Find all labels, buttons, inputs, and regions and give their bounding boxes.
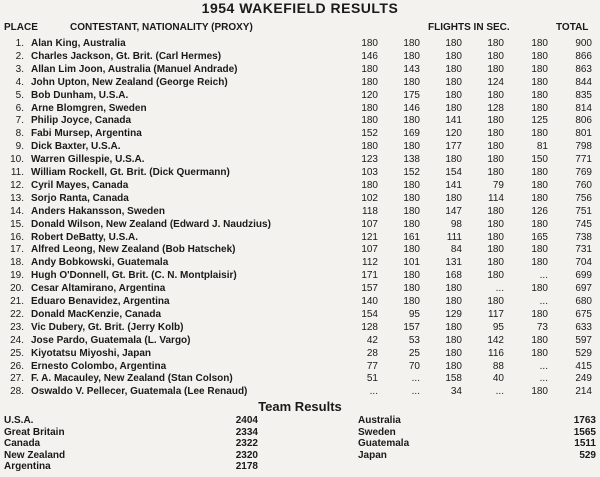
- result-total: 704: [575, 257, 592, 269]
- result-row: [0, 192, 600, 205]
- result-place: 18.: [10, 257, 24, 269]
- result-contestant: Oswaldo V. Pellecer, Guatemala (Lee Renaud): [31, 386, 248, 398]
- result-row: [0, 179, 600, 192]
- result-place: 12.: [10, 179, 24, 191]
- result-flight-5: 180: [531, 192, 548, 204]
- result-flight-1: 180: [361, 115, 378, 127]
- result-contestant: Anders Hakansson, Sweden: [31, 205, 165, 217]
- result-flight-1: 28: [366, 347, 378, 359]
- result-total: 760: [575, 179, 592, 191]
- result-total: 769: [575, 167, 592, 178]
- result-total: 863: [575, 63, 592, 75]
- header-flights: FLIGHTS IN SEC.: [428, 22, 510, 33]
- result-flight-4: 180: [487, 296, 504, 307]
- team-name: Sweden: [358, 426, 396, 438]
- result-flight-4: 116: [488, 347, 504, 359]
- result-contestant: Cyril Mayes, Canada: [31, 179, 129, 191]
- result-contestant: William Rockell, Gt. Brit. (Dick Quermann): [31, 167, 230, 178]
- result-contestant: Donald MacKenzie, Canada: [31, 308, 162, 320]
- result-flight-1: 152: [361, 128, 378, 140]
- result-contestant: Dick Baxter, U.S.A.: [31, 141, 121, 153]
- result-flight-3: 180: [445, 50, 462, 62]
- result-flight-2: 101: [403, 257, 420, 269]
- result-flight-2: 169: [403, 128, 420, 140]
- result-place: 6.: [15, 102, 24, 114]
- result-row: [0, 153, 600, 166]
- result-flight-2: ...: [411, 386, 420, 398]
- result-flight-5: ...: [539, 360, 548, 372]
- result-total: 835: [575, 89, 592, 101]
- result-place: 28.: [10, 386, 24, 398]
- result-flight-1: 112: [362, 257, 378, 269]
- result-place: 7.: [15, 115, 24, 127]
- team-results-title: Team Results: [258, 399, 342, 414]
- result-contestant: Vic Dubery, Gt. Brit. (Jerry Kolb): [31, 321, 184, 333]
- result-row: [0, 76, 600, 89]
- result-flight-4: ...: [495, 283, 504, 295]
- result-contestant: F. A. Macauley, New Zealand (Stan Colson): [31, 373, 233, 385]
- result-flight-1: 180: [361, 141, 378, 153]
- result-flight-2: 180: [403, 244, 420, 256]
- result-place: 5.: [15, 89, 24, 101]
- result-flight-5: ...: [539, 296, 548, 307]
- result-flight-3: 180: [445, 63, 462, 75]
- result-flight-5: 180: [531, 76, 548, 88]
- result-flight-2: ...: [411, 373, 420, 385]
- result-place: 20.: [10, 283, 24, 295]
- result-flight-4: 95: [492, 321, 504, 333]
- team-row: [0, 450, 600, 462]
- result-place: 14.: [10, 205, 24, 217]
- result-flight-1: 107: [361, 218, 378, 230]
- result-flight-1: 42: [366, 334, 378, 346]
- result-flight-2: 180: [403, 76, 420, 88]
- result-flight-5: 180: [531, 167, 548, 178]
- result-row: [0, 321, 600, 334]
- result-total: 597: [575, 334, 592, 346]
- team-row: [0, 461, 300, 473]
- result-flight-1: 118: [362, 205, 378, 217]
- result-total: 771: [575, 154, 592, 166]
- result-total: 751: [575, 205, 592, 217]
- result-flight-4: 180: [487, 154, 504, 166]
- result-contestant: Arne Blomgren, Sweden: [31, 102, 147, 114]
- result-flight-4: 180: [487, 50, 504, 62]
- result-flight-5: 150: [531, 154, 548, 166]
- result-total: 798: [575, 141, 592, 153]
- result-flight-4: 180: [487, 218, 504, 230]
- result-total: 745: [575, 218, 592, 230]
- team-score: 1565: [573, 426, 596, 438]
- result-row: [0, 63, 600, 76]
- result-flight-3: 180: [445, 102, 462, 114]
- result-row: [0, 295, 600, 308]
- result-flight-4: 180: [487, 128, 504, 140]
- result-flight-5: 180: [531, 218, 548, 230]
- result-flight-3: 180: [445, 321, 462, 333]
- result-contestant: Sorjo Ranta, Canada: [31, 192, 129, 204]
- result-flight-5: 180: [531, 244, 548, 256]
- result-total: 415: [575, 360, 592, 372]
- result-flight-4: 88: [492, 360, 504, 372]
- result-flight-2: 25: [408, 347, 420, 359]
- result-flight-5: ...: [539, 270, 548, 282]
- result-contestant: Charles Jackson, Gt. Brit. (Carl Hermes): [31, 50, 222, 62]
- result-total: 680: [575, 296, 592, 307]
- result-total: 814: [575, 102, 592, 114]
- result-flight-3: 131: [445, 257, 462, 269]
- result-flight-1: 103: [361, 167, 378, 178]
- result-contestant: John Upton, New Zealand (George Reich): [31, 76, 228, 88]
- result-total: 806: [575, 115, 592, 127]
- result-flight-5: 180: [531, 179, 548, 191]
- result-total: 633: [575, 321, 592, 333]
- result-place: 22.: [10, 308, 24, 320]
- result-flight-5: 180: [531, 63, 548, 75]
- result-flight-3: 120: [445, 128, 462, 140]
- result-place: 1.: [15, 38, 24, 49]
- team-name: Japan: [358, 449, 387, 461]
- result-contestant: Fabi Mursep, Argentina: [31, 128, 142, 140]
- result-total: 801: [575, 128, 592, 140]
- result-row: [0, 360, 600, 373]
- result-place: 9.: [15, 141, 24, 153]
- result-flight-3: 180: [445, 192, 462, 204]
- result-flight-5: 180: [531, 128, 548, 140]
- team-row: [0, 427, 600, 439]
- result-contestant: Alfred Leong, New Zealand (Bob Hatschek): [31, 244, 236, 256]
- team-name: New Zealand: [4, 449, 66, 461]
- result-flight-4: 180: [487, 257, 504, 269]
- result-flight-2: 161: [403, 231, 420, 243]
- result-flight-5: 180: [531, 89, 548, 101]
- result-flight-5: 180: [531, 334, 548, 346]
- result-flight-3: 177: [445, 141, 462, 153]
- result-flight-5: 180: [531, 102, 548, 114]
- result-place: 24.: [10, 334, 24, 346]
- result-contestant: Cesar Altamirano, Argentina: [31, 283, 166, 295]
- result-place: 25.: [10, 347, 24, 359]
- result-flight-5: 180: [531, 347, 548, 359]
- result-total: 214: [575, 386, 592, 398]
- result-flight-3: 141: [445, 115, 462, 127]
- result-flight-1: 121: [361, 231, 378, 243]
- result-flight-1: 146: [361, 50, 378, 62]
- team-name: Guatemala: [358, 438, 410, 450]
- result-contestant: Donald Wilson, New Zealand (Edward J. Naudzius): [31, 218, 271, 230]
- result-contestant: Alan King, Australia: [31, 38, 126, 49]
- result-flight-4: 180: [487, 167, 504, 178]
- result-contestant: Warren Gillespie, U.S.A.: [31, 154, 145, 166]
- result-flight-1: 51: [366, 373, 378, 385]
- header-contestant: CONTESTANT, NATIONALITY (PROXY): [70, 22, 253, 33]
- result-flight-1: 154: [361, 308, 378, 320]
- result-contestant: Kiyotatsu Miyoshi, Japan: [31, 347, 152, 359]
- result-flight-3: 34: [450, 386, 462, 398]
- result-place: 3.: [15, 63, 24, 75]
- result-flight-4: 117: [488, 308, 504, 320]
- result-flight-3: 180: [445, 296, 462, 307]
- team-score: 2334: [235, 426, 258, 438]
- result-flight-5: 180: [531, 50, 548, 62]
- header-total: TOTAL: [556, 22, 589, 33]
- result-flight-4: 40: [492, 373, 504, 385]
- team-score: 1511: [574, 438, 596, 450]
- result-flight-5: 165: [531, 231, 548, 243]
- header-place: PLACE: [4, 22, 38, 33]
- result-row: [0, 114, 600, 127]
- result-flight-1: 77: [366, 360, 378, 372]
- result-place: 16.: [10, 231, 24, 243]
- result-flight-4: 180: [487, 115, 504, 127]
- result-row: [0, 243, 600, 256]
- result-row: [0, 127, 600, 140]
- result-flight-2: 180: [403, 179, 420, 191]
- team-name: U.S.A.: [4, 415, 34, 426]
- result-row: [0, 50, 600, 63]
- result-flight-4: 180: [487, 244, 504, 256]
- result-flight-5: 180: [531, 283, 548, 295]
- result-row: [0, 282, 600, 295]
- result-flight-1: 123: [361, 154, 378, 166]
- result-total: 699: [575, 270, 592, 282]
- result-flight-2: 152: [403, 167, 420, 178]
- result-flight-2: 180: [403, 141, 420, 153]
- result-flight-3: 129: [445, 308, 462, 320]
- team-score: 529: [579, 449, 596, 461]
- result-row: [0, 334, 600, 347]
- result-flight-4: 128: [487, 102, 504, 114]
- result-flight-3: 180: [445, 154, 462, 166]
- result-flight-1: 180: [361, 76, 378, 88]
- result-flight-3: 98: [450, 218, 462, 230]
- result-flight-4: 180: [487, 38, 504, 49]
- result-row: [0, 231, 600, 244]
- result-flight-4: 180: [487, 89, 504, 101]
- result-flight-2: 143: [403, 63, 420, 75]
- result-flight-1: 180: [361, 102, 378, 114]
- result-row: [0, 308, 600, 321]
- result-flight-1: 140: [361, 296, 378, 307]
- result-flight-2: 157: [403, 321, 420, 333]
- result-flight-5: 125: [531, 115, 548, 127]
- result-flight-3: 180: [445, 334, 462, 346]
- result-total: 900: [575, 38, 592, 49]
- result-flight-4: 142: [487, 334, 504, 346]
- result-flight-2: 70: [408, 360, 420, 372]
- result-row: [0, 218, 600, 231]
- result-flight-1: 171: [361, 270, 378, 282]
- team-name: Australia: [358, 415, 401, 426]
- result-flight-3: 180: [445, 347, 462, 359]
- result-flight-2: 138: [403, 154, 420, 166]
- result-contestant: Bob Dunham, U.S.A.: [31, 89, 129, 101]
- result-place: 8.: [15, 128, 24, 140]
- result-row: [0, 256, 600, 269]
- result-total: 529: [575, 347, 592, 359]
- result-flight-4: 180: [487, 63, 504, 75]
- result-flight-4: 79: [492, 179, 504, 191]
- result-contestant: Hugh O'Donnell, Gt. Brit. (C. N. Montplaisir): [31, 270, 237, 282]
- result-flight-3: 180: [445, 38, 462, 49]
- result-row: [0, 372, 600, 385]
- result-place: 4.: [15, 76, 24, 88]
- result-flight-5: 180: [531, 308, 548, 320]
- result-place: 2.: [15, 50, 24, 62]
- result-flight-3: 180: [445, 283, 462, 295]
- result-flight-5: 81: [536, 141, 548, 153]
- result-row: [0, 166, 600, 179]
- result-total: 738: [575, 231, 592, 243]
- team-row: [0, 438, 600, 450]
- result-total: 731: [575, 244, 592, 256]
- team-score: 1763: [573, 415, 596, 426]
- result-flight-3: 180: [445, 360, 462, 372]
- result-row: [0, 89, 600, 102]
- result-flight-5: 180: [531, 38, 548, 49]
- result-flight-3: 180: [445, 76, 462, 88]
- result-row: [0, 205, 600, 218]
- team-name: Canada: [4, 438, 41, 450]
- result-flight-2: 180: [403, 296, 420, 307]
- result-row: [0, 37, 600, 50]
- result-contestant: Robert DeBatty, U.S.A.: [31, 231, 139, 243]
- result-row: [0, 385, 600, 398]
- result-flight-1: 102: [361, 192, 378, 204]
- result-flight-5: 73: [536, 321, 548, 333]
- result-flight-2: 180: [403, 205, 420, 217]
- result-flight-4: 180: [487, 205, 504, 217]
- result-place: 19.: [10, 270, 24, 282]
- page-title: 1954 WAKEFIELD RESULTS: [201, 0, 399, 16]
- result-row: [0, 102, 600, 115]
- result-flight-1: 180: [361, 38, 378, 49]
- result-row: [0, 269, 600, 282]
- result-flight-5: 180: [531, 257, 548, 269]
- result-flight-2: 146: [403, 102, 420, 114]
- result-row: [0, 140, 600, 153]
- result-total: 866: [575, 50, 592, 62]
- team-score: 2320: [235, 449, 258, 461]
- result-flight-1: 120: [361, 89, 378, 101]
- team-row: [0, 415, 600, 427]
- result-flight-5: 126: [531, 205, 548, 217]
- team-name: Argentina: [4, 461, 51, 473]
- result-contestant: Andy Bobkowski, Guatemala: [31, 257, 169, 269]
- result-flight-4: 180: [487, 270, 504, 282]
- result-flight-3: 168: [445, 270, 462, 282]
- result-flight-2: 180: [403, 50, 420, 62]
- result-flight-3: 147: [445, 205, 462, 217]
- result-flight-1: 180: [361, 179, 378, 191]
- result-place: 10.: [10, 154, 24, 166]
- result-flight-3: 84: [450, 244, 462, 256]
- result-flight-5: 180: [531, 386, 548, 398]
- result-place: 27.: [10, 373, 24, 385]
- result-flight-3: 154: [445, 167, 462, 178]
- result-place: 17.: [10, 244, 24, 256]
- result-flight-5: ...: [539, 373, 548, 385]
- result-flight-3: 111: [446, 231, 462, 243]
- result-place: 21.: [10, 296, 24, 307]
- result-contestant: Jose Pardo, Guatemala (L. Vargo): [31, 334, 191, 346]
- result-flight-2: 95: [408, 308, 420, 320]
- result-flight-2: 180: [403, 283, 420, 295]
- result-place: 23.: [10, 321, 24, 333]
- result-place: 11.: [10, 167, 24, 178]
- result-flight-1: 157: [361, 283, 378, 295]
- result-contestant: Allan Lim Joon, Australia (Manuel Andrade): [31, 63, 238, 75]
- result-place: 15.: [10, 218, 24, 230]
- result-total: 675: [575, 308, 592, 320]
- result-flight-4: 180: [487, 141, 504, 153]
- result-flight-2: 180: [403, 218, 420, 230]
- result-contestant: Ernesto Colombo, Argentina: [31, 360, 167, 372]
- result-row: [0, 347, 600, 360]
- team-score: 2404: [235, 415, 258, 426]
- result-flight-3: 141: [445, 179, 462, 191]
- result-flight-3: 180: [445, 89, 462, 101]
- result-total: 697: [575, 283, 592, 295]
- result-flight-2: 180: [403, 270, 420, 282]
- result-flight-4: 114: [488, 192, 504, 204]
- result-flight-1: 128: [361, 321, 378, 333]
- result-total: 249: [575, 373, 592, 385]
- result-flight-2: 53: [408, 334, 420, 346]
- result-flight-3: 158: [445, 373, 462, 385]
- result-contestant: Eduaro Benavidez, Argentina: [31, 296, 170, 307]
- result-place: 13.: [10, 192, 24, 204]
- result-flight-1: 107: [361, 244, 378, 256]
- result-contestant: Philip Joyce, Canada: [31, 115, 132, 127]
- result-place: 26.: [10, 360, 24, 372]
- result-flight-2: 180: [403, 192, 420, 204]
- team-score: 2322: [235, 438, 258, 450]
- result-flight-2: 180: [403, 115, 420, 127]
- team-name: Great Britain: [4, 426, 65, 438]
- result-flight-2: 175: [403, 89, 420, 101]
- result-flight-4: 180: [487, 231, 504, 243]
- result-flight-4: ...: [495, 386, 504, 398]
- result-total: 756: [575, 192, 592, 204]
- result-flight-1: 180: [361, 63, 378, 75]
- result-flight-1: ...: [369, 386, 378, 398]
- team-score: 2178: [235, 461, 258, 473]
- result-total: 844: [575, 76, 592, 88]
- result-flight-2: 180: [403, 38, 420, 49]
- result-flight-4: 124: [487, 76, 504, 88]
